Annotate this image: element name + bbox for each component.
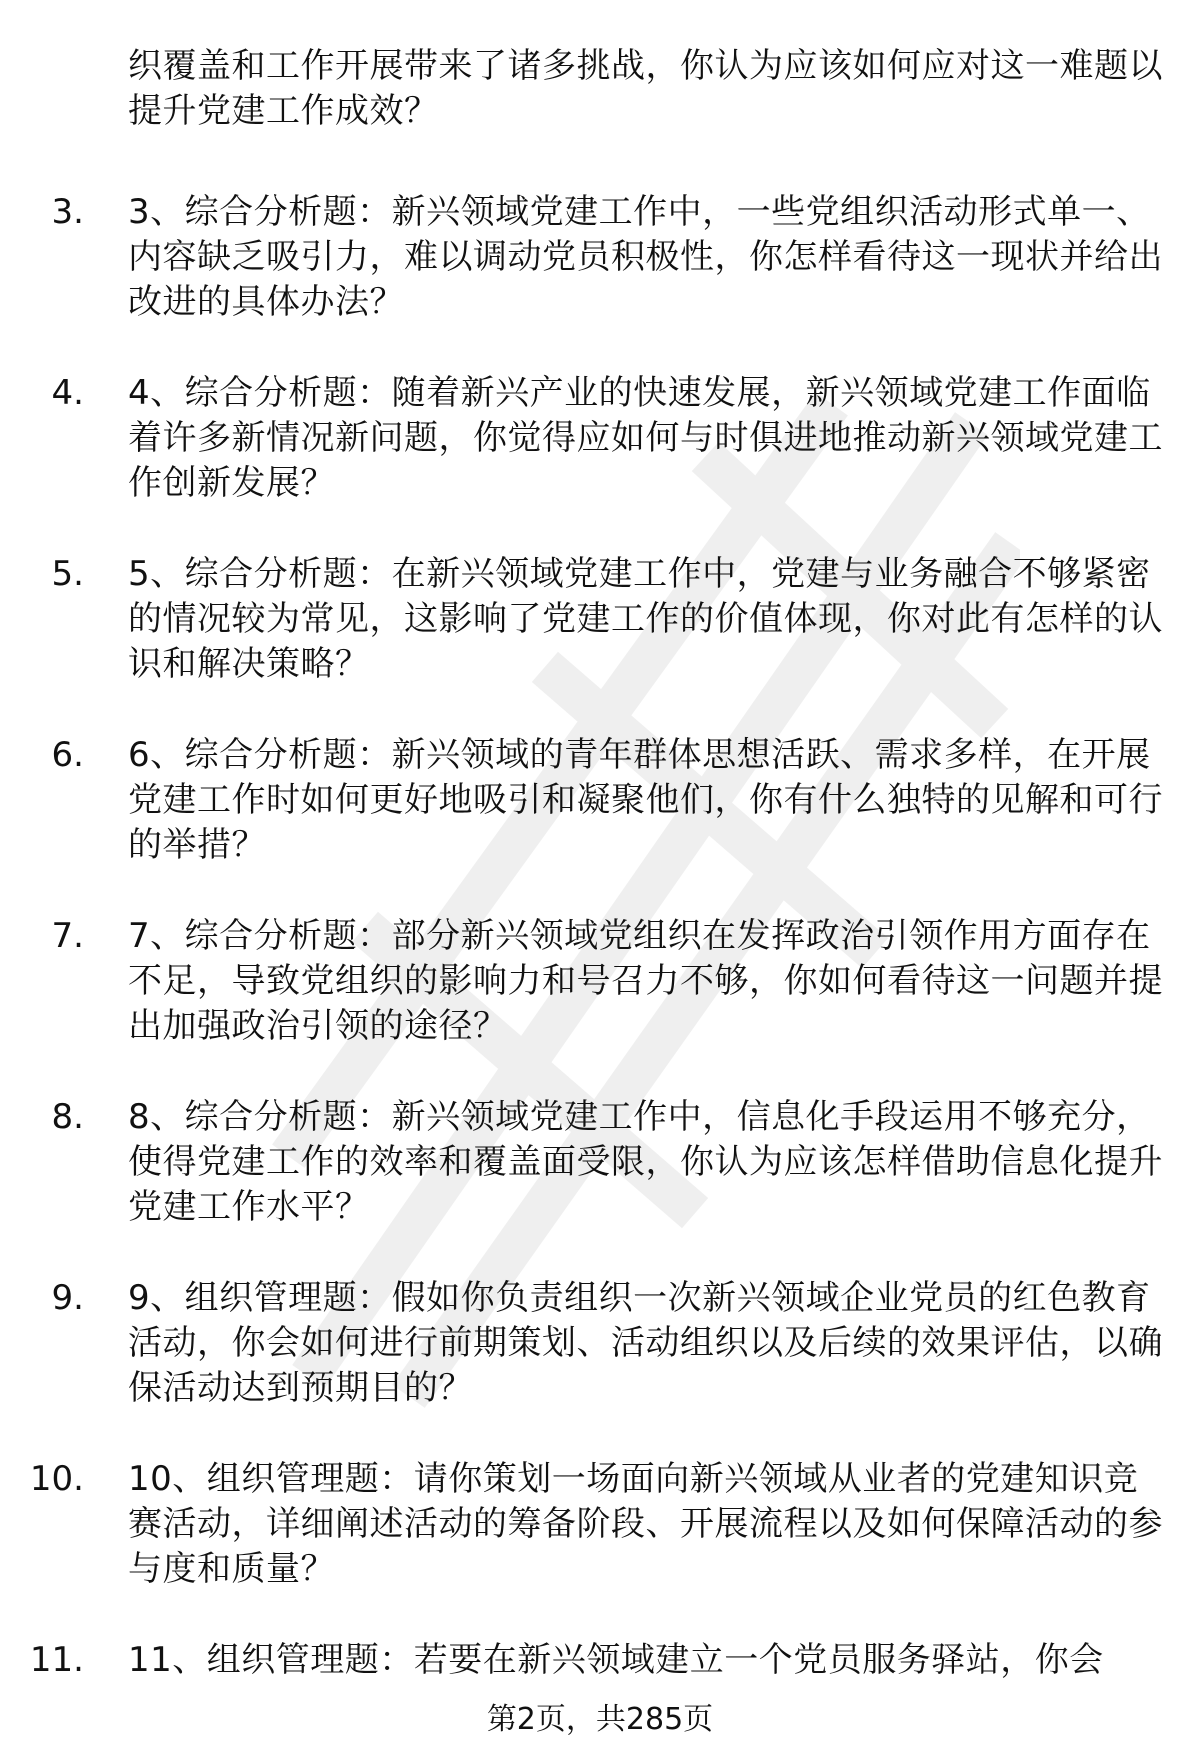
question-text: 5、综合分析题：在新兴领域党建工作中，党建与业务融合不够紧密的情况较为常见，这影响了党建工作的价值体现，你对此有怎样的认识和解决策略？: [128, 554, 1163, 684]
question-item: [0, 552, 1168, 687]
question-item: [0, 1095, 1168, 1230]
question-number: 10.: [29, 1459, 84, 1499]
question-number: 8.: [51, 1097, 84, 1137]
question-number: 11.: [29, 1640, 84, 1680]
question-number: 6.: [51, 735, 84, 775]
question-item: [0, 1638, 1168, 1683]
question-item: [0, 914, 1168, 1049]
question-list: [0, 44, 1200, 1729]
question-text: 11、组织管理题：若要在新兴领域建立一个党员服务驿站，你会: [128, 1640, 1104, 1680]
question-text: 6、综合分析题：新兴领域的青年群体思想活跃、需求多样，在开展党建工作时如何更好地吸引和凝聚他们，你有什么独特的见解和可行的举措？: [128, 735, 1163, 865]
question-text: 9、组织管理题：假如你负责组织一次新兴领域企业党员的红色教育活动，你会如何进行前期策划、活动组织以及后续的效果评估，以确保活动达到预期目的？: [128, 1278, 1163, 1408]
question-text: 8、综合分析题：新兴领域党建工作中，信息化手段运用不够充分，使得党建工作的效率和覆盖面受限，你认为应该怎样借助信息化提升党建工作水平？: [128, 1097, 1163, 1227]
question-item: [0, 371, 1168, 506]
question-text: 7、综合分析题：部分新兴领域党组织在发挥政治引领作用方面存在不足，导致党组织的影响力和号召力不够，你如何看待这一问题并提出加强政治引领的途径？: [128, 916, 1163, 1046]
question-item: [0, 733, 1168, 868]
question-number: 5.: [51, 554, 84, 594]
question-text: 4、综合分析题：随着新兴产业的快速发展，新兴领域党建工作面临着许多新情况新问题，你觉得应如何与时俱进地推动新兴领域党建工作创新发展？: [128, 373, 1163, 503]
question-item: [0, 190, 1168, 325]
question-number: 3.: [51, 192, 84, 232]
continued-question-text: 织覆盖和工作开展带来了诸多挑战，你认为应该如何应对这一难题以提升党建工作成效？: [128, 46, 1163, 131]
question-item: [0, 1457, 1168, 1592]
continued-question: [128, 44, 1168, 134]
page-footer: 第2页，共285页: [486, 1702, 714, 1737]
question-text: 10、组织管理题：请你策划一场面向新兴领域从业者的党建知识竞赛活动，详细阐述活动的筹备阶段、开展流程以及如何保障活动的参与度和质量？: [128, 1459, 1163, 1589]
question-text: 3、综合分析题：新兴领域党建工作中，一些党组织活动形式单一、内容缺乏吸引力，难以调动党员积极性，你怎样看待这一现状并给出改进的具体办法？: [128, 192, 1163, 322]
question-number: 4.: [51, 373, 84, 413]
question-number: 7.: [51, 916, 84, 956]
question-item: [0, 1276, 1168, 1411]
question-number: 9.: [51, 1278, 84, 1318]
